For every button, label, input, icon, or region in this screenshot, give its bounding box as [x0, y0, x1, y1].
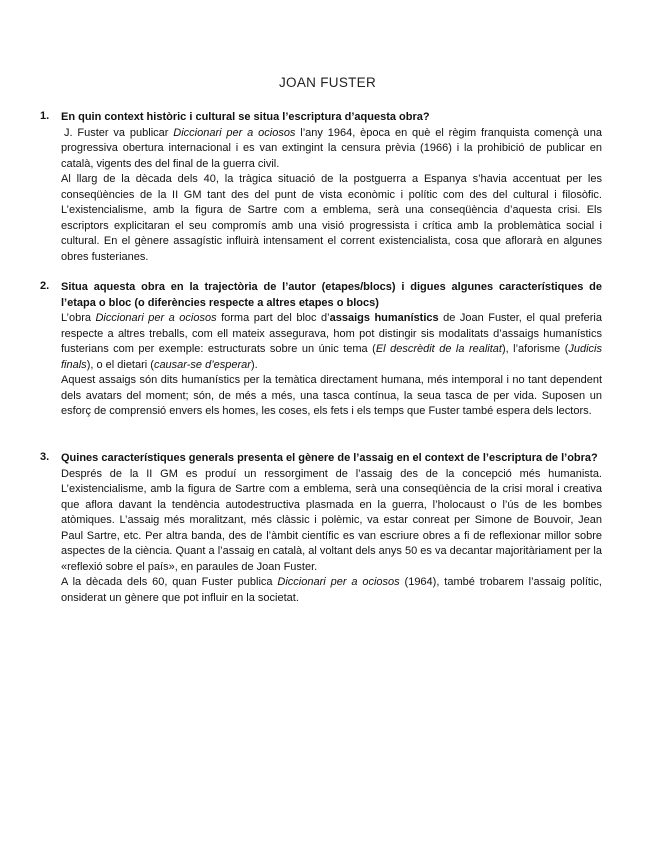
answer-paragraph: Al llarg de la dècada dels 40, la tràgica situació de la postguerra a Espanya s’havia accentuat per les conseqüències de la II GM tant des del punt de vista econòmic i polític com des del cultural i filosòfic. L’existencialisme, amb la figura de Sartre com a emblema, serà una conseqüència d’aquesta crisi. Els escriptors explicitaran el seu compromís amb una visió progressista i crítica amb la problemàtica social i cultural. En el gènere assagístic influirà intensament el corrent existencialista, cosa que aflorarà en algunes obres fusterianes.: [61, 173, 602, 263]
book-title: Diccionari per a ociosos: [277, 576, 400, 588]
question-heading: En quin context històric i cultural se situa l’escriptura d’aquesta obra?: [61, 111, 430, 123]
book-title: Diccionari per a ociosos: [95, 312, 217, 324]
book-title: Diccionari per a ociosos: [173, 126, 296, 139]
question-number: 3.: [40, 451, 50, 463]
answer-paragraph: J. Fuster va publicar Diccionari per a ociosos l’any 1964, època en què el règim franquista començà una progressiva obertura internacional i es van extingint la censura prèvia (1966) i la prohibició de publicar en català, vigents des del final de la guerra civil.: [61, 126, 603, 170]
answer-paragraph: L’obra Diccionari per a ociosos forma part del bloc d’assaigs humanístics de Joan Fuster, el qual preferia respecte a altres treballs, com ell mateix assegurava, hom pot distingir sis modalitats d’assaigs humanístics fusterians com per exemple: estructurats sobre un únic tema (El descrèdit de la realitat), l’aforisme (Judicis finals), o el dietari (causar-se d’esperar).: [61, 312, 602, 371]
question-number: 1.: [40, 110, 50, 122]
book-title: El descrèdit de la realitat: [375, 343, 502, 355]
book-title: causar-se d’esperar: [153, 358, 251, 371]
answer-paragraph: Aquest assaigs són dits humanístics per la temàtica directament humana, més intemporal i no tant dependent dels avatars del moment; són, de més a més, una tasca contínua, la seua tasca de per vida. Suposen un esforç de comprensió envers els homes, les coses, els fets i els temps que Fuster també espera dels lectors.: [61, 374, 602, 417]
answer-paragraph: A la dècada dels 60, quan Fuster publica Diccionari per a ociosos (1964), també trobarem l’assaig polític, onsiderat un gènere que pot influir en la societat.: [61, 576, 602, 604]
question-1: [40, 110, 602, 265]
question-heading: Quines característiques generals presenta el gènere de l’assaig en el context de l’escriptura de l’obra?: [61, 452, 598, 464]
question-2: [40, 280, 602, 420]
book-title: Judicis finals: [61, 343, 602, 371]
question-heading: Situa aquesta obra en la trajectòria de l’autor (etapes/blocs) i digues algunes característiques de l’etapa o bloc (o diferències respecte a altres etapes o blocs): [61, 281, 602, 309]
emphasis: assaigs humanístics: [329, 312, 439, 324]
question-3: [40, 451, 602, 606]
answer-paragraph: Després de la II GM es produí un ressorgiment de l’assaig des de la concepció més humanista. L’existencialisme, amb la figura de Sartre com a emblema, serà una conseqüència de la crisi moral i creativa que aflora davant la tendència autodestructiva plasmada en la guerra, l’holocaust o l’ús de les bombes atòmiques. L’assaig més moralitzant, més clàssic i polèmic, va estar conreat per Simone de Bouvoir, Jean Paul Sartre, etc. Per altra banda, des de l’àmbit científic es van escriure obres a fi de reflexionar millor sobre aspectes de la ciència. Quant a l’assaig en català, al voltant dels anys 50 es va decantar majoritàriament per la «reflexió sobre el país», en paraules de Joan Fuster.: [61, 467, 602, 573]
question-number: 2.: [40, 280, 50, 292]
page-title: JOAN FUSTER: [278, 75, 377, 90]
